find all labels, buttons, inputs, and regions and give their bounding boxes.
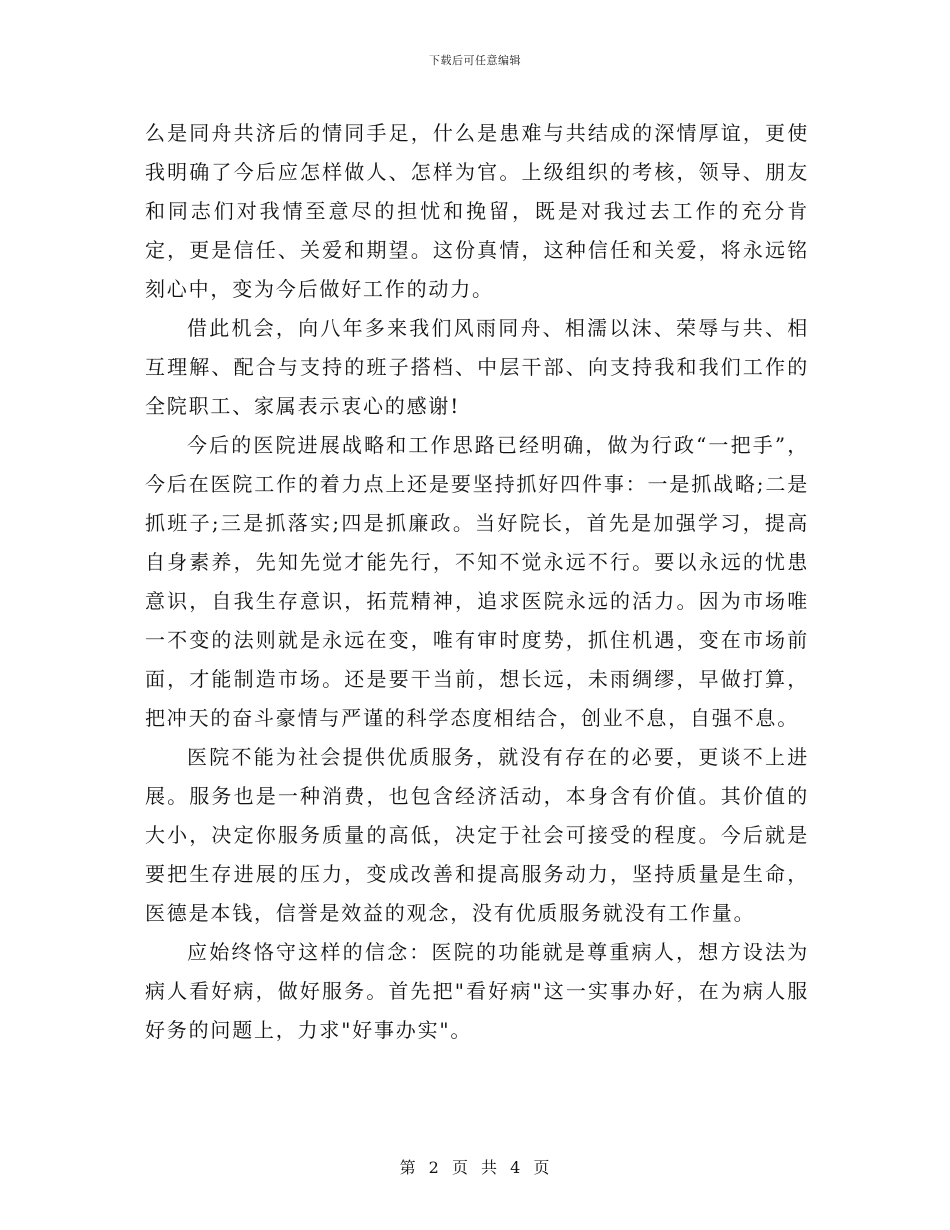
paragraph-4: 医院不能为社会提供优质服务，就没有存在的必要，更谈不上进展。服务也是一种消费，也包含经济活动，本身含有价值。其价值的大小，决定你服务质量的高低，决定于社会可接受的程度。今后就是要把生存进展的压力，变成改善和提高服务动力，坚持质量是生命，医德是本钱，信誉是效益的观念，没有优质服务就没有工作量。 xyxy=(145,745,809,925)
paragraph-2: 借此机会，向八年多来我们风雨同舟、相濡以沫、荣辱与共、相互理解、配合与支持的班子搭档、中层干部、向支持我和我们工作的全院职工、家属表示衷心的感谢! xyxy=(145,316,809,418)
paragraph-3: 今后的医院进展战略和工作思路已经明确，做为行政“一把手”，今后在医院工作的着力点上还是要坚持抓好四件事：一是抓战略;二是抓班子;三是抓落实;四是抓廉政。当好院长，首先是加强学习，提高自身素养，先知先觉才能先行，不知不觉永远不行。要以永远的忧患意识，自我生存意识，拓荒精神，追求医院永远的活力。因为市场唯一不变的法则就是永远在变，唯有审时度势，抓住机遇，变在市场前面，才能制造市场。还是要干当前，想长远，未雨绸缪，早做打算，把冲天的奋斗豪情与严谨的科学态度相结合，创业不息，自强不息。 xyxy=(145,433,809,730)
document-body xyxy=(145,114,809,1050)
paragraph-1: 么是同舟共济后的情同手足，什么是患难与共结成的深情厚谊，更使我明确了今后应怎样做人、怎样为官。上级组织的考核，领导、朋友和同志们对我情至意尽的担忧和挽留，既是对我过去工作的充分肯定，更是信任、关爱和期望。这份真情，这种信任和关爱，将永远铭刻心中，变为今后做好工作的动力。 xyxy=(145,121,809,301)
paragraph-5: 应始终恪守这样的信念：医院的功能就是尊重病人，想方设法为病人看好病，做好服务。首先把"看好病"这一实事办好，在为病人服好务的问题上，力求"好事办实"。 xyxy=(145,940,809,1042)
page-number-footer: 第 2 页 共 4 页 xyxy=(399,1158,551,1177)
page-header: 下载后可任意编辑 xyxy=(429,54,521,67)
